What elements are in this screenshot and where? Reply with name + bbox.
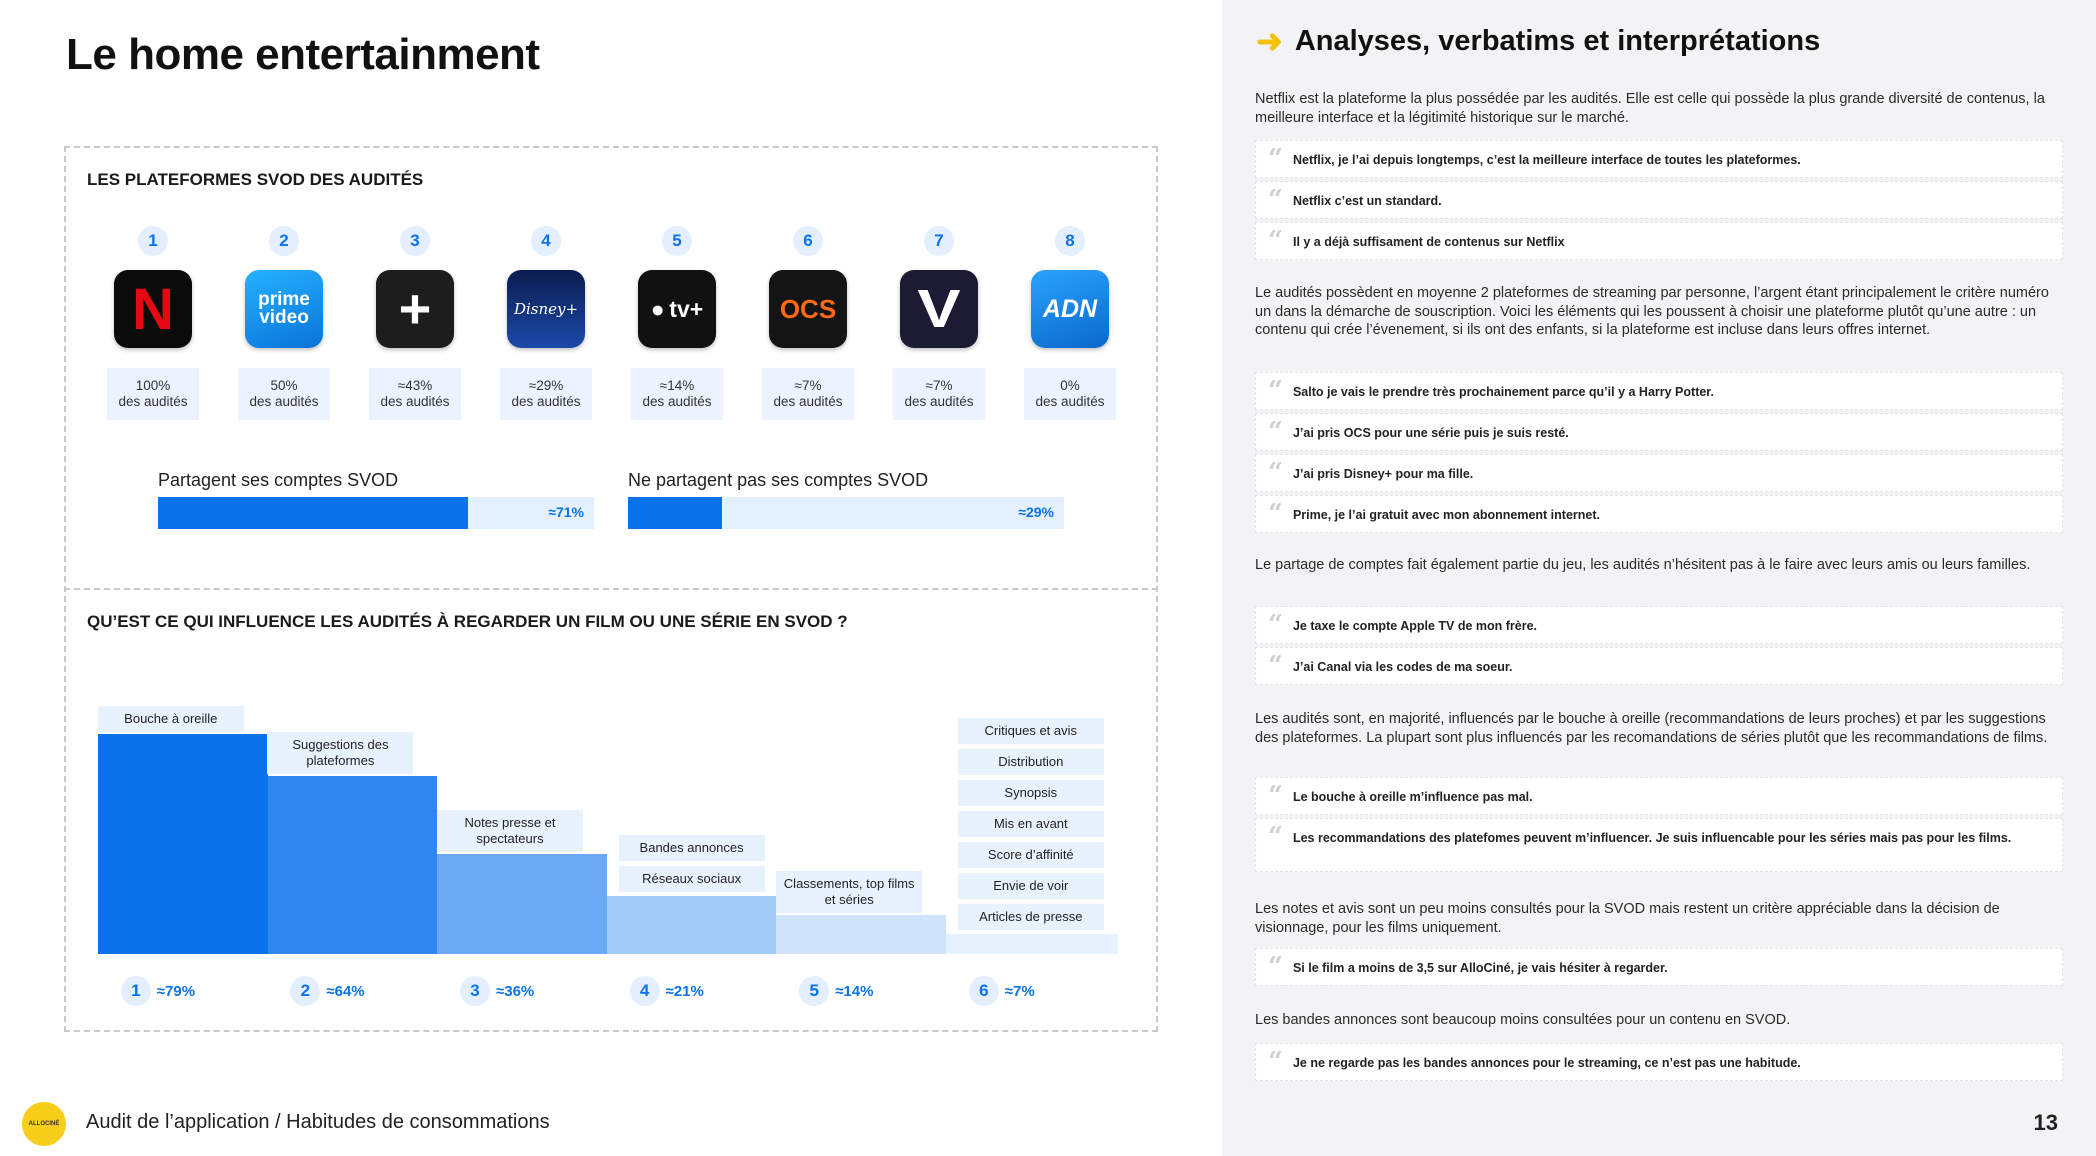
analysis-heading-text: Analyses, verbatims et interprétations [1294,24,1821,57]
verbatim-quote [1255,222,2063,260]
quote-icon: “ [1268,822,1283,852]
platform-ocs [759,226,857,420]
influence-section-title: QU’EST CE QUI INFLUENCE LES AUDITÉS À REGARDER UN FILM OU UNE SÉRIE EN SVOD ? [87,612,848,631]
analysis-heading [1256,22,1820,60]
chart-label: Suggestions des plateformes [267,732,413,774]
chart-bar [98,734,268,954]
chart-value-label: ≈21% [665,982,704,1000]
verbatim-quote [1255,777,2063,815]
chart-value-label: ≈36% [496,982,535,1000]
quote-icon: “ [1268,458,1283,488]
platform-pct-card [631,368,723,420]
verbatim-quote [1255,948,2063,986]
platform-pct: ≈43% [397,378,433,393]
quote-icon: “ [1268,952,1283,982]
platform-pct-card [1024,368,1116,420]
platform-pct: ≈7% [794,378,822,393]
chart-label: Envie de voir [958,873,1104,899]
verbatim-quote [1255,181,2063,219]
platform-pct: ≈14% [659,378,695,393]
platform-rank: 8 [1055,226,1085,256]
chart-value-label: ≈7% [1004,982,1035,1000]
allocine-logo-icon: ALLOCINÉ [22,1102,66,1146]
platform-pct: ≈7% [925,378,953,393]
quote-text: Les recommandations des platefomes peuvent m’influencer. Je suis influencable pour les séries mais pas pour les films. [1292,831,2012,845]
platform-pct-sub: des audités [1035,394,1105,409]
chart-bar [607,896,777,954]
canal-plus-logo-icon: + [376,270,454,348]
section-divider [64,588,1158,590]
platform-pct-sub: des audités [380,394,450,409]
analysis-paragraph: Le audités possèdent en moyenne 2 plateformes de streaming par personne, l’argent étant principalement le critère numéro un dans la démarche de souscription. Voici les éléments qui les poussent à choisir une plateforme plutôt qu’une autre : un contenu qui crée l’évenement, si ils ont des enfants, si la plateforme est incluse dans leurs offres internet. [1255,285,2049,338]
chart-bar [437,854,607,954]
platform-rank: 1 [138,226,168,256]
chart-rank [969,976,1035,1006]
chart-bar [946,934,1118,954]
chart-label: Classements, top films et séries [776,871,922,913]
chart-rank-number: 1 [121,976,151,1006]
quote-icon: “ [1268,185,1283,215]
chart-rank-number: 5 [799,976,829,1006]
chart-value-label: ≈79% [156,982,196,1000]
platform-rank: 3 [400,226,430,256]
chart-label: Réseaux sociaux [619,866,765,892]
verbatim-quote [1255,647,2063,685]
platform-rank: 4 [531,226,561,256]
analysis-paragraph: Les notes et avis sont un peu moins consultés pour la SVOD mais restent un critère appréciable dans la décision de visionnage, pour les films uniquement. [1255,901,2000,936]
platform-rank: 2 [269,226,299,256]
chart-rank-number: 3 [460,976,490,1006]
platform-netflix [104,226,202,420]
quote-icon: “ [1268,417,1283,447]
platform-pct-card [893,368,985,420]
quote-icon: “ [1268,651,1283,681]
page-number: 13 [2033,1110,2058,1135]
chart-label: Critiques et avis [958,718,1104,744]
platform-rank: 6 [793,226,823,256]
verbatim-quote [1255,495,2063,533]
platform-salto [890,226,988,420]
chart-label: Articles de presse [958,904,1104,930]
verbatim-quote [1255,140,2063,178]
chart-label: Mis en avant [958,811,1104,837]
chart-rank [799,976,873,1006]
chart-label: Bandes annonces [619,835,765,861]
platform-disney-plus [497,226,595,420]
platform-pct-sub: des audités [511,394,581,409]
quote-text: Il y a déjà suffisament de contenus sur Netflix [1292,235,1565,249]
chart-value-label: ≈14% [835,982,874,1000]
verbatim-quote [1255,413,2063,451]
chart-label: Bouche à oreille [98,706,244,732]
chart-rank [121,976,195,1006]
share-yes-fill [158,497,468,529]
quote-text: J’ai pris Disney+ pour ma fille. [1292,467,1474,481]
platform-pct-sub: des audités [249,394,319,409]
verbatim-quote [1255,818,2063,872]
ocs-logo-icon: OCS [769,270,847,348]
platform-pct-card [762,368,854,420]
apple-tv-logo-icon: ● tv+ [638,270,716,348]
quote-text: Prime, je l’ai gratuit avec mon abonnement internet. [1292,508,1600,522]
platform-pct: 100% [135,378,171,393]
platform-pct-sub: des audités [773,394,843,409]
analysis-paragraph: Les bandes annonces sont beaucoup moins consultées pour un contenu en SVOD. [1255,1012,1791,1028]
disney-plus-logo-icon: Disney+ [507,270,585,348]
netflix-logo-icon: N [114,270,192,348]
quote-text: Le bouche à oreille m’influence pas mal. [1292,790,1533,804]
chart-rank [290,976,364,1006]
quote-text: J’ai Canal via les codes de ma soeur. [1292,660,1513,674]
platform-rank: 5 [662,226,692,256]
platform-adn [1021,226,1119,420]
platform-pct-card [500,368,592,420]
quote-text: Netflix, je l’ai depuis longtemps, c’est la meilleure interface de toutes les plateformes. [1292,153,1801,167]
quote-icon: “ [1268,376,1283,406]
chart-rank-number: 6 [969,976,999,1006]
quote-icon: “ [1268,781,1283,811]
chart-rank-number: 4 [630,976,660,1006]
verbatim-quote [1255,454,2063,492]
platform-apple-tv [628,226,726,420]
platform-pct: ≈29% [528,378,564,393]
share-no-pct: ≈29% [1018,504,1054,520]
quote-text: J’ai pris OCS pour une série puis je suis resté. [1292,426,1569,440]
chart-rank [630,976,704,1006]
share-no-label: Ne partagent pas ses comptes SVOD [628,470,929,490]
platform-pct-sub: des audités [904,394,974,409]
platform-pct: 50% [270,378,298,393]
chart-label: Synopsis [958,780,1104,806]
platform-pct-card [238,368,330,420]
footer-text: Audit de l’application / Habitudes de consommations [86,1111,550,1133]
quote-icon: “ [1268,226,1283,256]
chart-value-label: ≈64% [326,982,365,1000]
page-title: Le home entertainment [66,30,540,79]
platforms-section-title: LES PLATEFORMES SVOD DES AUDITÉS [87,170,424,189]
platform-canal-plus [366,226,464,420]
salto-logo-icon: V [900,270,978,348]
platform-pct-card [369,368,461,420]
verbatim-quote [1255,372,2063,410]
quote-text: Si le film a moins de 3,5 sur AlloCiné, je vais hésiter à regarder. [1292,961,1668,975]
platform-pct: 0% [1060,378,1080,393]
quote-text: Je taxe le compte Apple TV de mon frère. [1292,619,1538,633]
chart-rank [460,976,534,1006]
analysis-paragraph: Les audités sont, en majorité, influencés par le bouche à oreille (recommandations de leurs proches) et par les suggestions des plateformes. La plupart sont plus influencés par les recomandations de séries plutôt que les recommandations de films. [1255,711,2048,746]
quote-text: Salto je vais le prendre très prochainement parce qu’il y a Harry Potter. [1292,385,1714,399]
chart-rank-number: 2 [290,976,320,1006]
prime-video-logo-icon: prime video [245,270,323,348]
share-yes-pct: ≈71% [548,504,584,520]
analysis-paragraph: Le partage de comptes fait également partie du jeu, les audités n’hésitent pas à le faire avec leurs amis ou leurs familles. [1255,557,2031,573]
chart-label: Distribution [958,749,1104,775]
verbatim-quote [1255,606,2063,644]
arrow-right-icon: ➜ [1256,23,1283,59]
platform-pct-sub: des audités [642,394,712,409]
platform-prime-video [235,226,333,420]
chart-label: Notes presse et spectateurs [437,810,583,852]
quote-text: Netflix c’est un standard. [1292,194,1442,208]
share-no-bar [628,497,1064,529]
quote-text: Je ne regarde pas les bandes annonces pour le streaming, ce n’est pas une habitude. [1292,1056,1801,1070]
chart-bar [776,915,946,954]
platform-pct-card [107,368,199,420]
adn-logo-icon: ADN [1031,270,1109,348]
verbatim-quote [1255,1043,2063,1081]
share-yes-label: Partagent ses comptes SVOD [158,470,399,490]
quote-icon: “ [1268,1047,1283,1077]
quote-icon: “ [1268,610,1283,640]
share-no-fill [628,497,722,529]
platform-pct-sub: des audités [118,394,188,409]
share-yes-bar [158,497,594,529]
quote-icon: “ [1268,144,1283,174]
platform-rank: 7 [924,226,954,256]
analysis-paragraph: Netflix est la plateforme la plus possédée par les audités. Elle est celle qui possède la plus grande diversité de contenus, la meilleure interface et la légitimité historique sur le marché. [1255,91,2045,126]
chart-label: Score d’affinité [958,842,1104,868]
quote-icon: “ [1268,499,1283,529]
chart-bar [268,776,438,954]
